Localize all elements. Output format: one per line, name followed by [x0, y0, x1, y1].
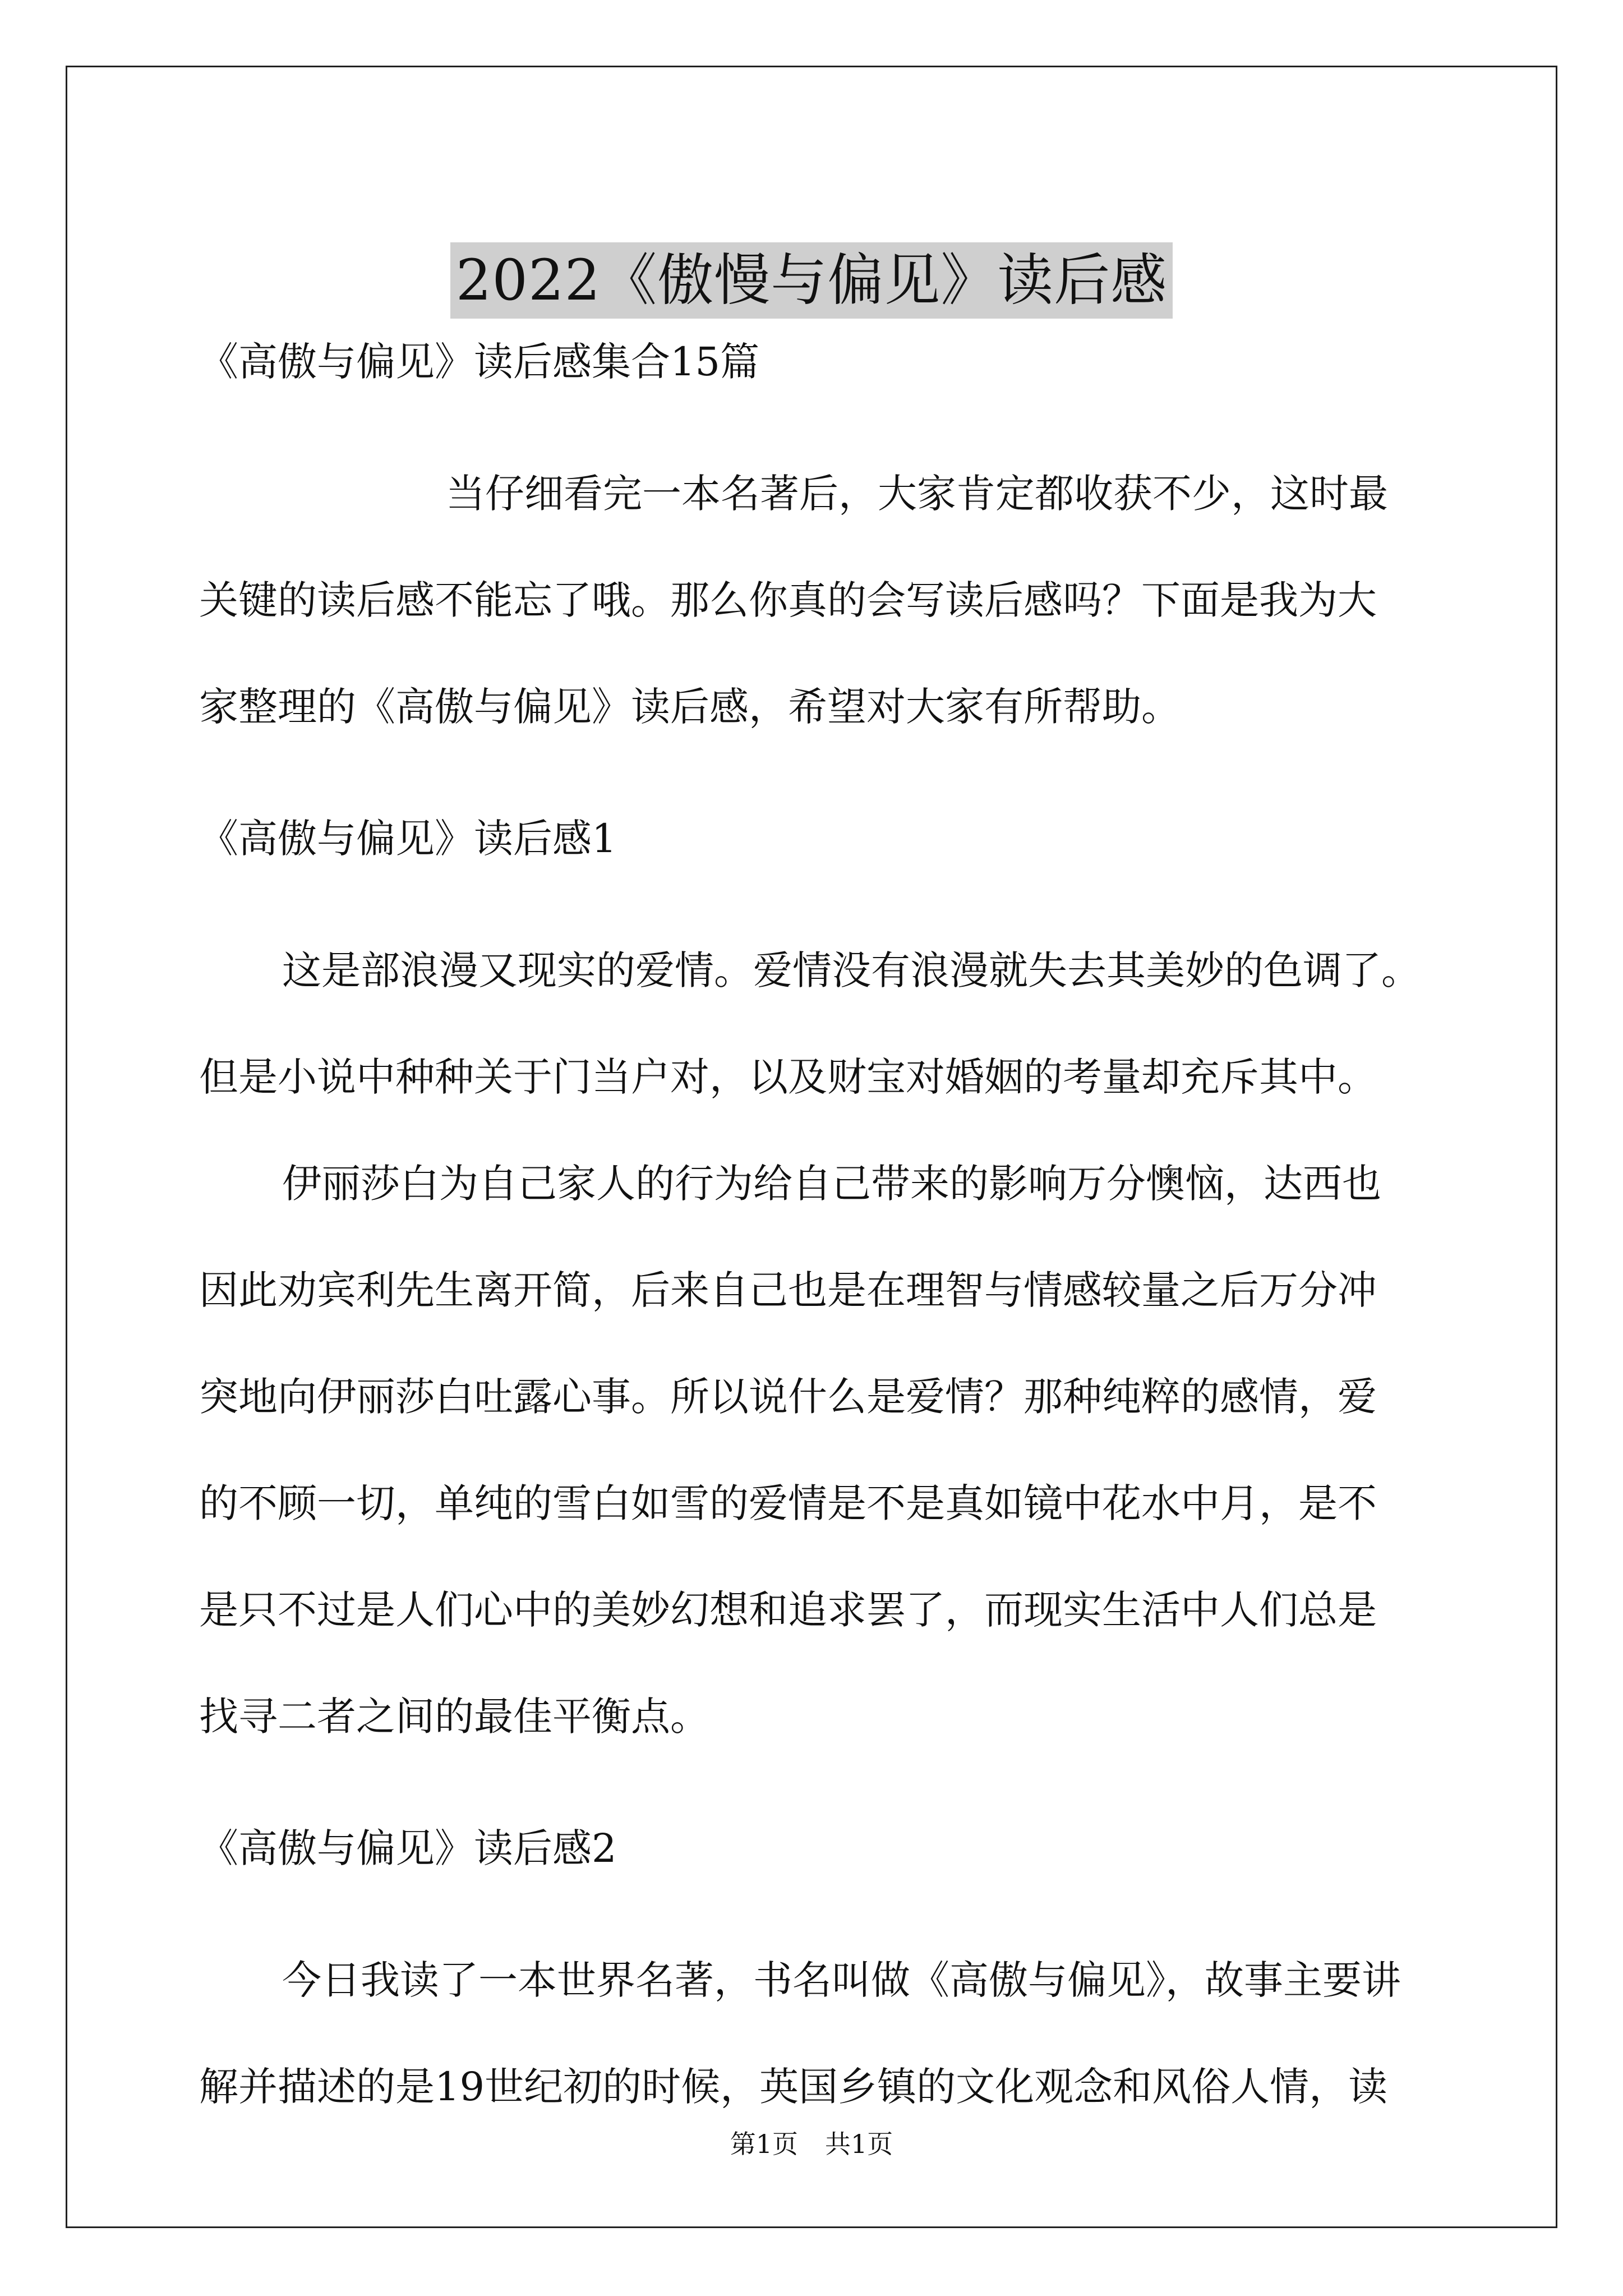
- text-line: 伊丽莎白为自己家人的行为给自己带来的影响万分懊恼，达西也: [282, 1161, 1381, 1207]
- text-line: 找寻二者之间的最佳平衡点。: [199, 1694, 709, 1740]
- text-line: 解并描述的是19世纪初的时候，英国乡镇的文化观念和风俗人情，读: [199, 2064, 1388, 2110]
- text-line: 当仔细看完一本名著后，大家肯定都收获不少，这时最: [446, 471, 1388, 517]
- collection-subtitle: 《高傲与偏见》读后感集合15篇: [199, 339, 760, 385]
- section-heading-1: 《高傲与偏见》读后感1: [199, 816, 617, 862]
- section1-paragraph-1: [199, 917, 1489, 1130]
- text-line: 今日我读了一本世界名著，书名叫做《高傲与偏见》，故事主要讲: [282, 1957, 1401, 2003]
- total-pages: 共1页: [825, 2129, 893, 2159]
- text-line: 是只不过是人们心中的美妙幻想和追求罢了，而现实生活中人们总是: [199, 1587, 1377, 1633]
- section-heading-2: 《高傲与偏见》读后感2: [199, 1825, 617, 1871]
- section1-paragraph-2: [199, 1130, 1489, 1770]
- intro-paragraph: [199, 440, 1489, 760]
- page-footer: [0, 2127, 1623, 2161]
- text-line: 因此劝宾利先生离开简，后来自己也是在理智与情感较量之后万分冲: [199, 1267, 1377, 1313]
- section2-paragraph-1: [199, 1927, 1489, 2140]
- page-number: 第1页: [730, 2129, 798, 2159]
- text-line: 家整理的《高傲与偏见》读后感，希望对大家有所帮助。: [199, 684, 1181, 730]
- text-line: 突地向伊丽莎白吐露心事。所以说什么是爱情？那种纯粹的感情，爱: [199, 1374, 1377, 1420]
- text-line: 但是小说中种种关于门当户对，以及财宝对婚姻的考量却充斥其中。: [199, 1054, 1377, 1100]
- document-body: [199, 334, 1489, 2140]
- text-line: 关键的读后感不能忘了哦。那么你真的会写读后感吗？下面是我为大: [199, 577, 1377, 623]
- text-line: 这是部浪漫又现实的爱情。爱情没有浪漫就失去其美妙的色调了。: [282, 947, 1421, 993]
- text-line: 的不顾一切，单纯的雪白如雪的爱情是不是真如镜中花水中月，是不: [199, 1480, 1377, 1526]
- document-title: 2022《傲慢与偏见》读后感: [450, 242, 1173, 319]
